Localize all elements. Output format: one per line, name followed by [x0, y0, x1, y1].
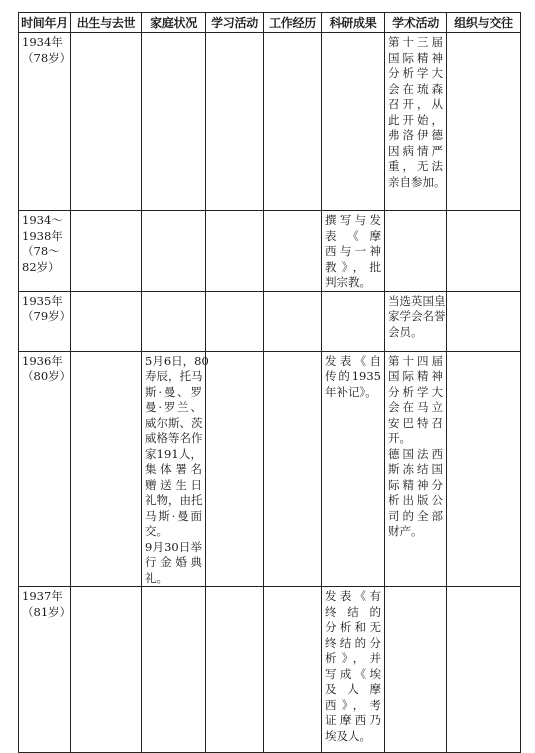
academic-text-line: 当选英国皇 — [388, 293, 446, 308]
academic-text-line: 会在马立 — [388, 400, 443, 414]
research-text-line: 传的1935 — [325, 369, 381, 383]
time-line: 1938年 — [22, 228, 63, 243]
study-cell — [206, 351, 264, 587]
birth-death-cell — [71, 587, 142, 753]
study-cell — [206, 211, 264, 292]
academic-text-line: 重，无法 — [388, 159, 443, 173]
time-cell — [19, 33, 71, 211]
family-text-line: 家191人， — [145, 446, 202, 461]
time-cell — [19, 291, 71, 351]
academic-text-line: 弗洛伊德 — [388, 128, 443, 142]
time-line: 1934年 — [22, 35, 63, 49]
header-research: 科研成果 — [322, 13, 385, 33]
research-text-line: 判宗教。 — [325, 275, 371, 289]
research-paragraph — [325, 354, 381, 401]
time-cell — [19, 587, 71, 753]
research-text-line: 及人摩 — [325, 682, 381, 696]
academic-cell — [385, 351, 447, 587]
academic-paragraph — [388, 354, 443, 447]
table-row — [19, 291, 521, 351]
birth-death-cell — [71, 33, 142, 211]
family-text-line: 集体署名 — [145, 462, 202, 476]
family-text-line: 行金婚典 — [145, 555, 202, 569]
time-line: （78岁） — [22, 50, 72, 65]
research-text-line: 终结的 — [325, 604, 381, 619]
family-cell — [142, 351, 209, 587]
family-text-line: 赠送生日 — [145, 477, 202, 492]
study-cell — [206, 291, 264, 351]
study-cell — [206, 587, 264, 753]
header-family: 家庭状况 — [142, 13, 206, 33]
time-line: 1936年 — [22, 353, 63, 368]
work-cell — [264, 33, 322, 211]
research-text-line: 发表《自 — [325, 353, 381, 368]
academic-text-line: 因病情严 — [388, 143, 443, 158]
research-text-line: 证摩西乃 — [325, 713, 381, 727]
header-birth-death: 出生与去世 — [71, 13, 142, 33]
time-line: 1934～ — [22, 213, 63, 227]
work-cell — [264, 587, 322, 753]
academic-text-line: 际精神分 — [388, 477, 443, 492]
header-row — [19, 13, 521, 33]
organization-cell — [447, 33, 521, 211]
family-cell — [142, 587, 206, 753]
time-line: 82岁） — [22, 259, 60, 274]
academic-paragraph — [388, 293, 446, 341]
time-cell — [19, 351, 71, 587]
work-cell — [264, 351, 322, 587]
academic-cell — [385, 33, 447, 211]
family-cell — [142, 291, 206, 351]
academic-text-line: 分析学大 — [388, 384, 443, 399]
table-row — [19, 211, 521, 292]
work-cell — [264, 291, 322, 351]
time-line: （78～ — [22, 244, 60, 258]
academic-text-line: 分析学大 — [388, 66, 443, 80]
academic-cell — [385, 587, 447, 753]
birth-death-cell — [71, 291, 142, 351]
academic-text-line: 会在琉森 — [388, 81, 443, 96]
academic-text-line: 第十三届 — [388, 35, 443, 49]
organization-cell — [447, 211, 521, 292]
family-paragraph — [145, 353, 209, 540]
family-text-line: 威格等名作 — [145, 431, 203, 445]
academic-text-line: 召开，从 — [388, 97, 443, 111]
family-text-line: 威尔斯、茨 — [145, 415, 203, 430]
time-line: 1937年 — [22, 589, 63, 603]
academic-text-line: 财产。 — [388, 524, 423, 538]
research-text-line: 埃及人。 — [325, 728, 371, 743]
family-text-line: 斯·曼、罗 — [145, 384, 202, 399]
research-cell — [322, 351, 385, 587]
table-row — [19, 351, 521, 587]
family-text-line: 5月6日，80 — [145, 353, 209, 368]
family-text-line: 交。 — [145, 524, 168, 538]
academic-cell — [385, 211, 447, 292]
research-text-line: 终结的分 — [325, 635, 381, 650]
academic-text-line: 司的全部 — [388, 508, 443, 523]
header-study: 学习活动 — [206, 13, 264, 33]
work-cell — [264, 211, 322, 292]
family-text-line: 马斯·曼面 — [145, 508, 202, 523]
birth-death-cell — [71, 351, 142, 587]
research-text-line: 教》，批 — [325, 259, 381, 274]
family-cell — [142, 33, 206, 211]
academic-text-line: 开。 — [388, 431, 411, 445]
study-cell — [206, 33, 264, 211]
academic-text-line: 家学会名誉 — [388, 309, 446, 323]
family-cell — [142, 211, 206, 292]
research-cell — [322, 291, 385, 351]
research-cell — [322, 587, 385, 753]
academic-paragraph — [388, 447, 443, 540]
header-work: 工作经历 — [264, 13, 322, 33]
research-cell — [322, 33, 385, 211]
academic-text-line: 德国法西 — [388, 446, 443, 461]
table-row — [19, 33, 521, 211]
research-text-line: 分析和无 — [325, 620, 381, 634]
research-cell — [322, 211, 385, 292]
academic-text-line: 会员。 — [388, 324, 423, 339]
research-text-line: 写成《埃 — [325, 666, 381, 681]
time-line: 1935年 — [22, 293, 63, 308]
research-text-line: 西与一神 — [325, 244, 381, 258]
time-line: （79岁） — [22, 309, 72, 323]
family-text-line: 曼·罗兰、 — [145, 400, 202, 414]
header-academic: 学术活动 — [385, 13, 447, 33]
research-paragraph — [325, 589, 381, 744]
family-paragraph — [145, 540, 202, 587]
research-text-line: 析》，并 — [325, 651, 381, 665]
table-body — [19, 33, 521, 753]
header-time: 时间年月 — [19, 13, 71, 33]
research-text-line: 撰写与发 — [325, 213, 381, 227]
research-text-line: 表《摩 — [325, 228, 381, 243]
research-text-line: 发表《有 — [325, 589, 381, 603]
academic-text-line: 斯冻结国 — [388, 462, 443, 476]
academic-text-line: 第十四届 — [388, 353, 443, 368]
organization-cell — [447, 291, 521, 351]
table-row — [19, 587, 521, 753]
header-organization: 组织与交往 — [447, 13, 521, 33]
academic-text-line: 析出版公 — [388, 493, 443, 507]
family-text-line: 寿辰，托马 — [145, 369, 203, 383]
research-text-line: 年补记》。 — [325, 384, 377, 399]
time-line: （81岁） — [22, 604, 72, 619]
research-paragraph — [325, 213, 381, 291]
research-text-line: 西》，考 — [325, 697, 381, 712]
academic-text-line: 亲自参加。 — [388, 174, 446, 189]
family-text-line: 礼物，由托 — [145, 493, 203, 507]
family-text-line: 礼。 — [145, 570, 168, 585]
academic-text-line: 此开始， — [388, 112, 443, 127]
academic-text-line: 国际精神 — [388, 369, 443, 383]
academic-paragraph — [388, 35, 446, 190]
time-line: （80岁） — [22, 369, 72, 383]
biography-chronology-table — [18, 12, 521, 753]
academic-cell — [385, 291, 447, 351]
organization-cell — [447, 587, 521, 753]
academic-text-line: 安巴特召 — [388, 415, 443, 430]
birth-death-cell — [71, 211, 142, 292]
academic-text-line: 国际精神 — [388, 50, 443, 65]
family-text-line: 9月30日举 — [145, 539, 202, 554]
organization-cell — [447, 351, 521, 587]
time-cell — [19, 211, 71, 292]
